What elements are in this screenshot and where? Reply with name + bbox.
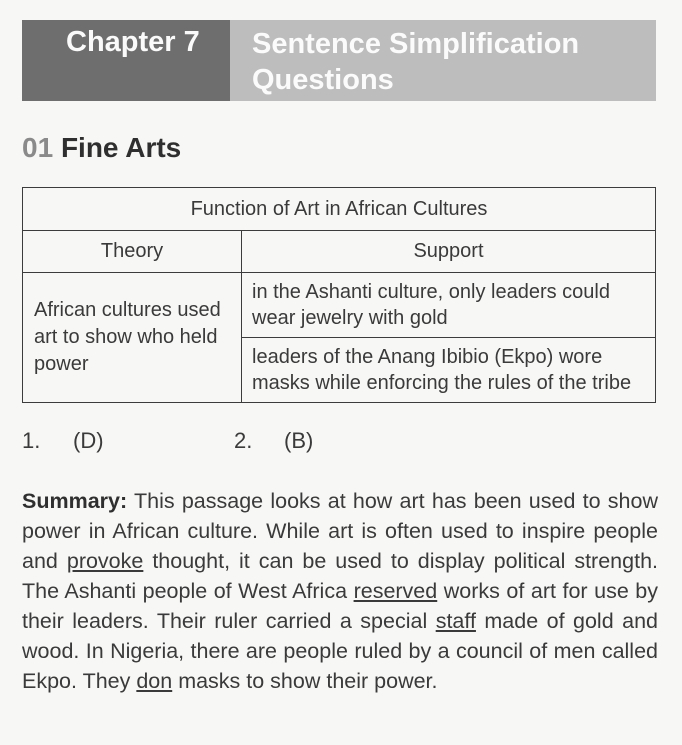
vocab-word: reserved <box>353 579 438 603</box>
chapter-title: Sentence Simplification Questions <box>252 28 580 96</box>
summary-text: works of art for use by their leaders. Their ruler carried a special <box>22 579 659 633</box>
summary-text: This passage looks at how art has been used to show power in African culture. While art is often used to inspire people and <box>22 489 658 573</box>
vocab-word: staff <box>435 609 476 633</box>
answer-1-number: 1. <box>22 428 41 453</box>
column-header-theory: Theory <box>23 231 242 273</box>
vocab-word: don <box>136 669 173 693</box>
section-number: 01 <box>22 132 54 163</box>
section-title: Fine Arts <box>60 132 182 163</box>
table-caption: Function of Art in African Cultures <box>23 188 656 231</box>
theory-cell: African cultures used art to show who held power <box>23 273 242 403</box>
vocab-word: provoke <box>66 549 144 573</box>
summary-label: Summary: <box>22 489 128 513</box>
summary-text: made of gold and wood. In Nigeria, there are people ruled by a council of men called Ekpo. They <box>22 609 658 693</box>
summary-text: thought, it can be used to display political strength. The Ashanti people of West Africa <box>22 549 658 603</box>
support-cell-1: in the Ashanti culture, only leaders could wear jewelry with gold <box>242 273 656 338</box>
chapter-header <box>22 20 656 101</box>
support-cell-2: leaders of the Anang Ibibio (Ekpo) wore masks while enforcing the rules of the tribe <box>242 338 656 403</box>
chapter-title-banner <box>230 20 656 101</box>
summary-paragraph <box>22 486 658 696</box>
answer-2-number: 2. <box>234 428 253 453</box>
chapter-badge <box>22 20 230 101</box>
column-header-support: Support <box>242 231 656 273</box>
function-of-art-table <box>22 187 656 403</box>
section-heading <box>22 132 181 164</box>
answer-1-choice: (D) <box>73 428 104 453</box>
summary-text: masks to show their power. <box>172 669 438 693</box>
chapter-label: Chapter 7 <box>66 26 200 58</box>
answer-2-choice: (B) <box>284 428 314 453</box>
